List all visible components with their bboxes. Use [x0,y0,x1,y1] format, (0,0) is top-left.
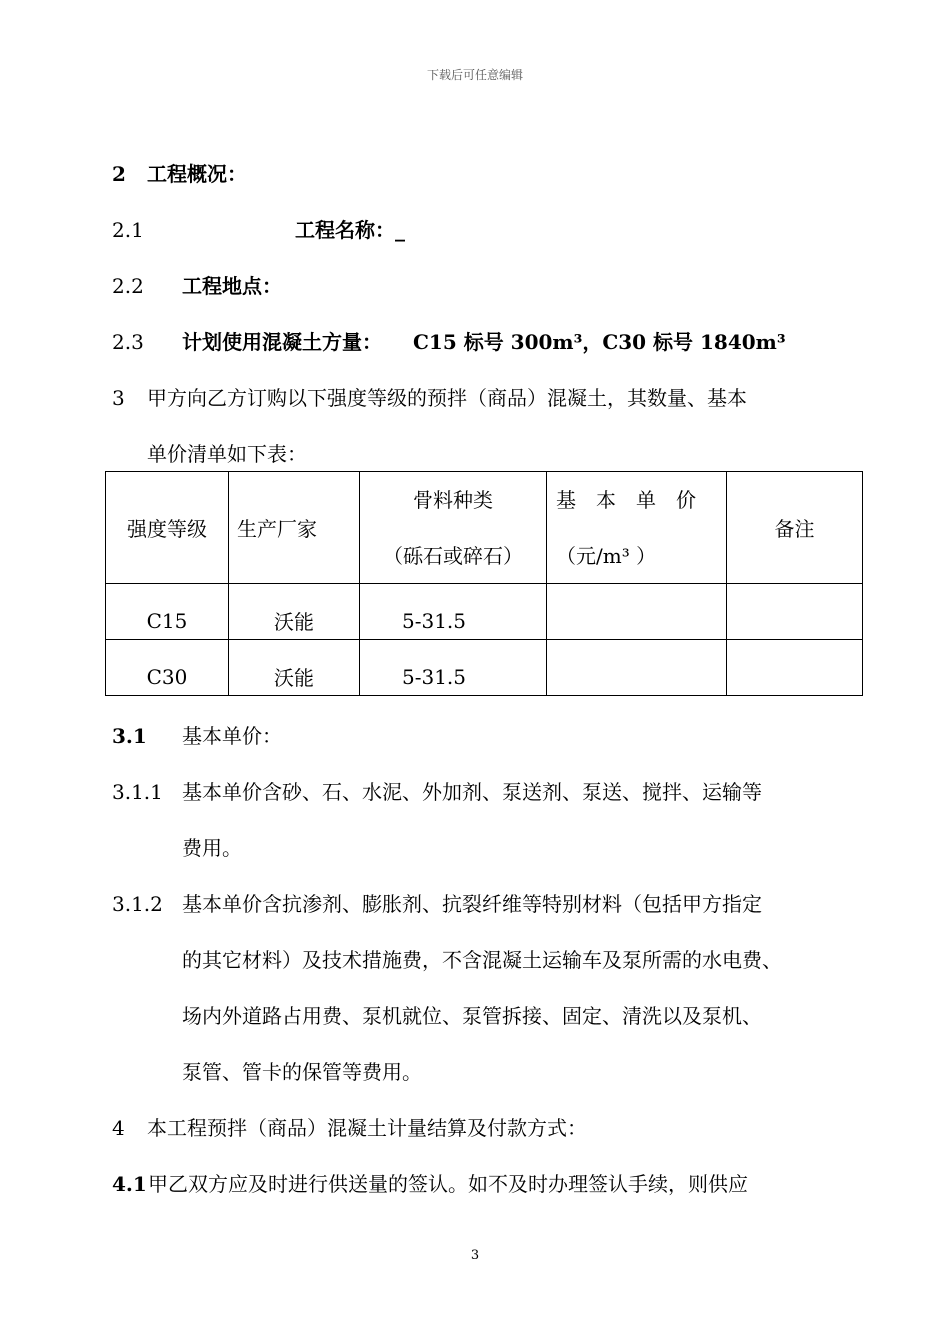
concrete-volume-value: C15 标号 300m³，C30 标号 1840m³ [413,330,786,354]
header-aggregate-line1: 骨料种类 [413,487,493,512]
clause-3-1-number: 3.1 [112,724,147,748]
row2-price [547,640,727,696]
row2-note [727,640,863,696]
concrete-volume-label: 计划使用混凝土方量： [182,330,382,354]
clause-3-1-text: 基本单价： [182,724,282,748]
clause-3-1-2-line4: 泵管、管卡的保管等费用。 [182,1060,422,1084]
header-price-line1: 基 本 单 价 [556,487,696,512]
clause-4-1-text: 甲乙双方应及时进行供送量的签认。如不及时办理签认手续，则供应 [148,1172,748,1196]
row1-price [547,584,727,640]
header-grade: 强度等级 [106,472,229,584]
project-name-label: 工程名称：_ [295,218,405,242]
header-price-line2: （元/m³ ） [556,543,657,568]
header-price [547,472,727,584]
row1-maker: 沃能 [229,584,360,640]
header-watermark: 下载后可任意编辑 [426,68,523,82]
row1-grade: C15 [106,584,229,640]
row1-note [727,584,863,640]
project-location-label: 工程地点： [182,274,282,298]
table-row [106,584,863,640]
section-2-number: 2 [112,162,126,186]
clause-4-number: 4 [112,1116,125,1140]
table-row [106,640,863,696]
section-2-2-number: 2.2 [112,274,144,298]
header-maker: 生产厂家 [229,472,360,584]
clause-3-1-2-line1: 基本单价含抗渗剂、膨胀剂、抗裂纤维等特别材料（包括甲方指定 [182,892,762,916]
section-3-line2: 单价清单如下表： [147,442,307,466]
clause-4-text: 本工程预拌（商品）混凝土计量结算及付款方式： [147,1116,587,1140]
clause-3-1-1-line2: 费用。 [182,836,242,860]
section-2-1-number: 2.1 [112,218,144,242]
clause-3-1-2-line2: 的其它材料）及技术措施费，不含混凝土运输车及泵所需的水电费、 [182,948,782,972]
price-table [105,471,863,696]
table-header-row [106,472,863,584]
header-note: 备注 [727,472,863,584]
section-2-title: 工程概况： [147,162,247,186]
clause-3-1-1-number: 3.1.1 [112,780,163,804]
clause-3-1-2-line3: 场内外道路占用费、泵机就位、泵管拆接、固定、清洗以及泵机、 [182,1004,762,1028]
row2-aggregate: 5-31.5 [360,640,547,696]
row1-aggregate: 5-31.5 [360,584,547,640]
header-aggregate-line2: （砾石或碎石） [383,543,523,568]
clause-3-1-1-line1: 基本单价含砂、石、水泥、外加剂、泵送剂、泵送、搅拌、运输等 [182,780,762,804]
section-3-line1: 甲方向乙方订购以下强度等级的预拌（商品）混凝土，其数量、基本 [147,386,747,410]
page-number: 3 [470,1248,480,1263]
section-3-number: 3 [112,386,125,410]
clause-4-1-number: 4.1 [112,1172,147,1196]
clause-3-1-2-number: 3.1.2 [112,892,163,916]
row2-maker: 沃能 [229,640,360,696]
header-aggregate [360,472,547,584]
row2-grade: C30 [106,640,229,696]
section-2-3-number: 2.3 [112,330,144,354]
